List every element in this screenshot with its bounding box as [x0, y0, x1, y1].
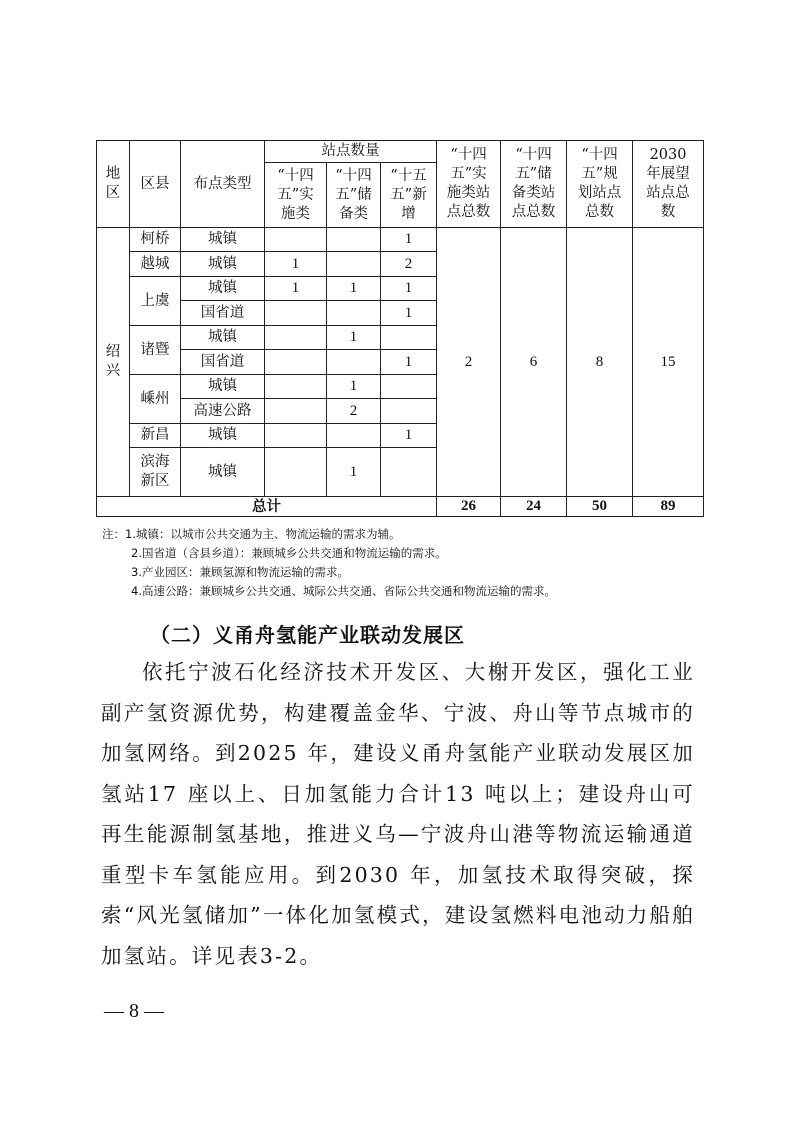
header-plan-total: “十四五”规划站点总数	[567, 141, 633, 228]
paragraph-text: 依托宁波石化经济技术开发区、大榭开发区，强化工业副产氢资源优势，构建覆盖金华、宁波、舟山等节点城市的加氢网络。到2025 年，建设义甬舟氢能产业联动发展区加氢站17 座以上、日加氢能力合计13 吨以上；建设舟山可再生能源制氢基地，推进义乌—宁波舟山港等物流运输通道重型卡车氢能应用。到2030 年，加氢技术取得突破，探索“风光氢储加”一体化加氢模式，建设氢燃料电池动力船舶加氢站。详见表3-2。	[101, 660, 695, 968]
type-cell: 城镇	[181, 252, 265, 277]
type-cell: 国省道	[181, 301, 265, 326]
impl-cell	[265, 228, 327, 252]
total-reserve: 24	[501, 497, 567, 517]
total-row	[97, 497, 704, 517]
district-cell: 滨海新区	[130, 448, 181, 497]
note-item: 2.国省道（含县乡道）：兼顾城乡公共交通和物流运输的需求。	[131, 546, 447, 560]
district-cell: 嵊州	[130, 375, 181, 424]
reserve-cell	[327, 424, 381, 448]
type-cell: 城镇	[181, 277, 265, 301]
impl-cell	[265, 399, 327, 424]
new-cell: 1	[381, 228, 437, 252]
reserve-cell: 1	[327, 326, 381, 350]
type-cell: 国省道	[181, 350, 265, 375]
note-item: 4.高速公路：兼顾城乡公共交通、城际公共交通、省际公共交通和物流运输的需求。	[131, 584, 556, 598]
header-impl-total: “十四五”实施类站点总数	[437, 141, 501, 228]
header-impl: “十四五”实施类	[265, 163, 327, 228]
reserve-cell	[327, 252, 381, 277]
table-row	[97, 228, 704, 252]
new-cell	[381, 399, 437, 424]
reserve-cell: 1	[327, 375, 381, 399]
header-2030-outlook: 2030 年展望站点总数	[633, 141, 704, 228]
impl-cell: 1	[265, 252, 327, 277]
region-cell	[97, 228, 130, 497]
impl-cell	[265, 326, 327, 350]
district-cell: 诸暨	[130, 326, 181, 375]
impl-cell	[265, 350, 327, 375]
header-district: 区县	[130, 141, 181, 228]
district-cell: 新昌	[130, 424, 181, 448]
type-cell: 城镇	[181, 326, 265, 350]
header-reserve: “十四五”储备类	[327, 163, 381, 228]
total-impl: 26	[437, 497, 501, 517]
reserve-cell	[327, 350, 381, 375]
plan-total-cell: 8	[567, 228, 633, 497]
district-cell: 上虞	[130, 277, 181, 326]
new-cell	[381, 448, 437, 497]
new-cell	[381, 375, 437, 399]
type-cell: 城镇	[181, 424, 265, 448]
note-item: 注：1.城镇：以城市公共交通为主、物流运输的需求为辅。	[102, 527, 401, 541]
total-label: 总计	[97, 497, 437, 517]
reserve-cell: 1	[327, 277, 381, 301]
header-station-count: 站点数量	[265, 141, 437, 163]
page-number: — 8 —	[104, 1000, 164, 1022]
type-cell: 城镇	[181, 228, 265, 252]
total-2030: 89	[633, 497, 704, 517]
new-cell: 1	[381, 424, 437, 448]
header-layout-type: 布点类型	[181, 141, 265, 228]
section-heading: （二）义甬舟氢能产业联动发展区	[150, 623, 465, 647]
total-plan: 50	[567, 497, 633, 517]
region-name: 绍兴	[105, 344, 121, 379]
header-reserve-total: “十四五”储备类站点总数	[501, 141, 567, 228]
impl-cell: 1	[265, 277, 327, 301]
reserve-cell: 2	[327, 399, 381, 424]
impl-total-cell: 2	[437, 228, 501, 497]
reserve-total-cell: 6	[501, 228, 567, 497]
reserve-cell: 1	[327, 448, 381, 497]
type-cell: 城镇	[181, 448, 265, 497]
reserve-cell	[327, 301, 381, 326]
district-cell: 柯桥	[130, 228, 181, 252]
new-cell: 1	[381, 301, 437, 326]
impl-cell	[265, 375, 327, 399]
impl-cell	[265, 301, 327, 326]
outlook-2030-cell: 15	[633, 228, 704, 497]
new-cell: 2	[381, 252, 437, 277]
table-notes	[102, 525, 556, 601]
header-region: 地区	[97, 141, 130, 228]
reserve-cell	[327, 228, 381, 252]
note-item: 3.产业园区：兼顾氢源和物流运输的需求。	[131, 565, 349, 579]
new-cell	[381, 326, 437, 350]
type-cell: 城镇	[181, 375, 265, 399]
type-cell: 高速公路	[181, 399, 265, 424]
impl-cell	[265, 424, 327, 448]
district-cell: 越城	[130, 252, 181, 277]
impl-cell	[265, 448, 327, 497]
hydrogen-station-table	[96, 140, 704, 517]
new-cell: 1	[381, 277, 437, 301]
header-new: “十五五”新增	[381, 163, 437, 228]
body-paragraph	[101, 652, 695, 976]
new-cell: 1	[381, 350, 437, 375]
